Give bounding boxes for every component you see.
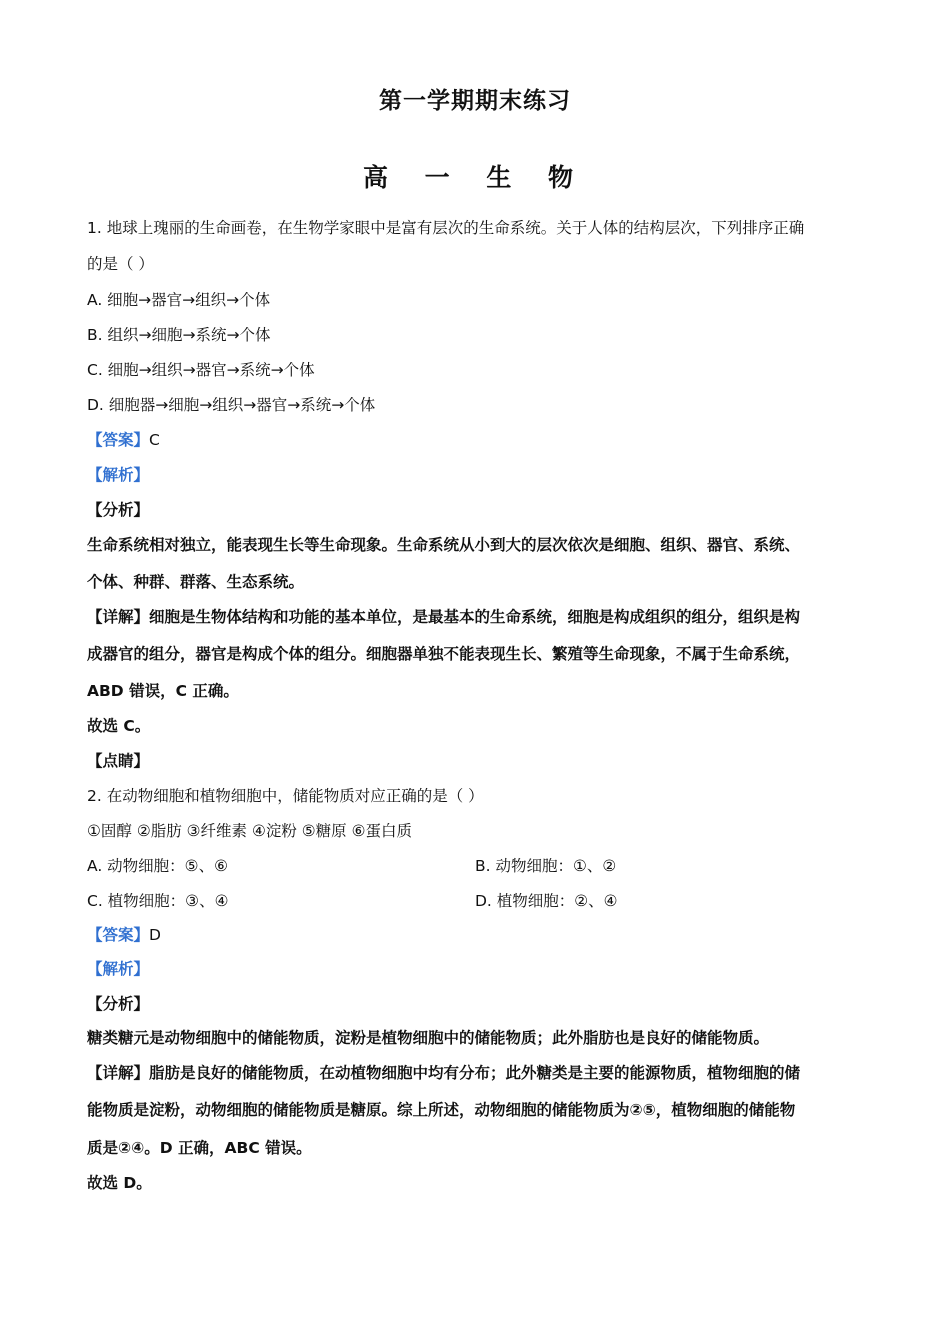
- page-title: 第一学期期末练习: [379, 88, 571, 114]
- q1-answer: [87, 429, 160, 451]
- q2-detail-label: 【详解】: [87, 1064, 150, 1082]
- q1-detail-line2: 成器官的组分，器官是构成个体的组分。细胞器单独不能表现生长、繁殖等生命现象，不属于生命系统，: [87, 645, 801, 663]
- q2-analysis-tag: 【解析】: [87, 960, 150, 978]
- q2-choose: 故选 D。: [87, 1174, 152, 1192]
- q1-analysis-tag: 【解析】: [87, 466, 150, 484]
- q2-detail-line1: [87, 1062, 800, 1084]
- q2-answer-value: D: [149, 926, 161, 944]
- q2-stem: 2. 在动物细胞和植物细胞中，储能物质对应正确的是（ ）: [87, 787, 484, 805]
- q2-option-d: D. 植物细胞：②、④: [475, 892, 618, 910]
- q2-option-b: B. 动物细胞：①、②: [475, 857, 617, 875]
- q1-dianjing-label: 【点睛】: [87, 752, 150, 770]
- q1-fenxi-line2: 个体、种群、群落、生态系统。: [87, 573, 305, 591]
- q2-answer: [87, 924, 161, 946]
- q1-option-d: D. 细胞器→细胞→组织→器官→系统→个体: [87, 396, 376, 414]
- q2-answer-label: 【答案】: [87, 926, 150, 944]
- q1-option-a: A. 细胞→器官→组织→个体: [87, 291, 271, 309]
- q2-options-row1: [87, 855, 617, 877]
- q2-fenxi-line1: 糖类糖元是动物细胞中的储能物质，淀粉是植物细胞中的储能物质；此外脂肪也是良好的储能物质。: [87, 1029, 770, 1047]
- page-subtitle: 高 一 生 物: [362, 163, 588, 192]
- q2-option-c: C. 植物细胞：③、④: [87, 892, 229, 910]
- q2-options-row2: [87, 890, 618, 912]
- q1-stem-line1: 1. 地球上瑰丽的生命画卷，在生物学家眼中是富有层次的生命系统。关于人体的结构层次，下列排序正确: [87, 219, 805, 237]
- q2-detail-text1: 脂肪是良好的储能物质，在动植物细胞中均有分布；此外糖类是主要的能源物质，植物细胞的储: [149, 1064, 801, 1082]
- q1-stem-line2: 的是（ ）: [87, 255, 154, 273]
- q1-option-c: C. 细胞→组织→器官→系统→个体: [87, 361, 315, 379]
- q1-fenxi-label: 【分析】: [87, 501, 150, 519]
- q1-choose: 故选 C。: [87, 717, 151, 735]
- q1-detail-line1: [87, 606, 800, 628]
- q2-option-a: A. 动物细胞：⑤、⑥: [87, 857, 228, 875]
- q2-fenxi-label: 【分析】: [87, 995, 150, 1013]
- q1-analysis-label: [87, 464, 149, 486]
- q1-detail-text1: 细胞是生物体结构和功能的基本单位，是最基本的生命系统，细胞是构成组织的组分，组织是构: [149, 608, 801, 626]
- q2-detail-line3: 质是②④。D 正确，ABC 错误。: [87, 1139, 312, 1157]
- q1-detail-label: 【详解】: [87, 608, 150, 626]
- q2-detail-line2: 能物质是淀粉，动物细胞的储能物质是糖原。综上所述，动物细胞的储能物质为②⑤，植物细胞的储能物: [87, 1101, 796, 1119]
- q1-answer-label: 【答案】: [87, 431, 150, 449]
- q2-analysis-label: [87, 958, 149, 980]
- q1-fenxi-line1: 生命系统相对独立，能表现生长等生命现象。生命系统从小到大的层次依次是细胞、组织、器官、系统、: [87, 536, 801, 554]
- q1-detail-line3: ABD 错误，C 正确。: [87, 682, 239, 700]
- q1-answer-value: C: [149, 431, 160, 449]
- q2-items: ①固醇 ②脂肪 ③纤维素 ④淀粉 ⑤糖原 ⑥蛋白质: [87, 822, 413, 840]
- q1-option-b: B. 组织→细胞→系统→个体: [87, 326, 271, 344]
